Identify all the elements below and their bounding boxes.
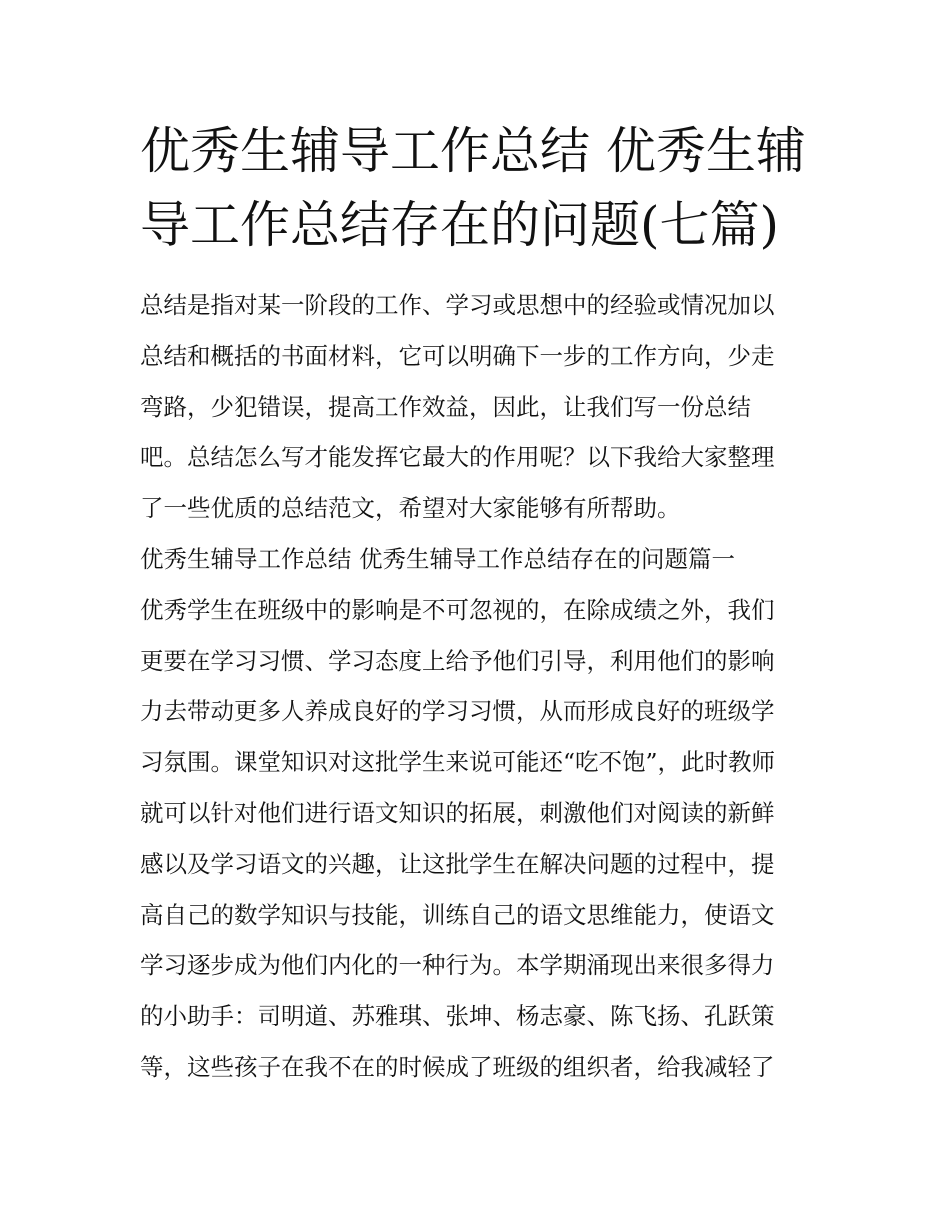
section-paragraph-line: 学习逐步成为他们内化的一种行为。本学期涌现出来很多得力: [140, 951, 775, 980]
intro-paragraph-line: 吧。总结怎么写才能发挥它最大的作用呢？以下我给大家整理: [140, 443, 775, 472]
document-title: [140, 114, 820, 262]
intro-paragraph-line: 弯路，少犯错误，提高工作效益，因此，让我们写一份总结: [140, 392, 751, 421]
section-paragraph-line: 优秀学生在班级中的影响是不可忽视的，在除成绩之外，我们: [140, 595, 775, 624]
title-line: 优秀生辅导工作总结 优秀生辅: [140, 122, 806, 180]
section-paragraph-line: 就可以针对他们进行语文知识的拓展，刺激他们对阅读的新鲜: [140, 798, 775, 827]
section-paragraph-line: 高自己的数学知识与技能，训练自己的语文思维能力，使语文: [140, 900, 775, 929]
section-heading: 优秀生辅导工作总结 优秀生辅导工作总结存在的问题篇一: [140, 544, 735, 573]
section-paragraph-line: 感以及学习语文的兴趣，让这批学生在解决问题的过程中，提: [140, 849, 775, 878]
section-paragraph-line: 习氛围。课堂知识对这批学生来说可能还“吃不饱”，此时教师: [140, 748, 776, 777]
section-paragraph-line: 力去带动更多人养成良好的学习习惯，从而形成良好的班级学: [140, 697, 775, 726]
title-line: 导工作总结存在的问题(七篇): [140, 196, 780, 254]
section-paragraph-line: 等，这些孩子在我不在的时候成了班级的组织者，给我减轻了: [140, 1052, 775, 1081]
section-paragraph-line: 更要在学习习惯、学习态度上给予他们引导，利用他们的影响: [140, 646, 775, 675]
section-paragraph-line: 的小助手：司明道、苏雅琪、张坤、杨志豪、陈飞扬、孔跃策: [140, 1002, 775, 1031]
document-body: [140, 280, 820, 1093]
intro-paragraph-line: 总结和概括的书面材料，它可以明确下一步的工作方向，少走: [140, 341, 775, 370]
intro-paragraph-line: 总结是指对某一阶段的工作、学习或思想中的经验或情况加以: [140, 291, 775, 319]
intro-paragraph-line: 了一些优质的总结范文，希望对大家能够有所帮助。: [140, 494, 681, 523]
